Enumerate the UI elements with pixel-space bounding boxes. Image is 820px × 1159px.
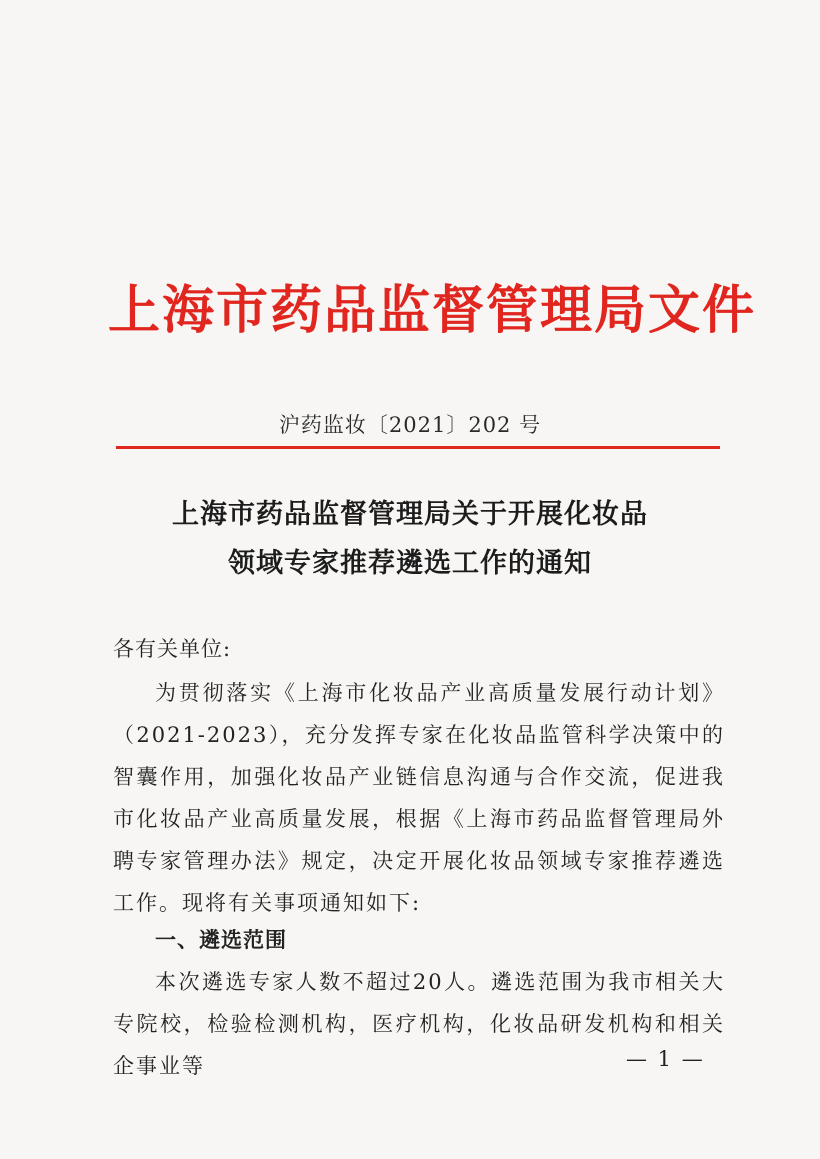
notice-title-line-1: 上海市药品监督管理局关于开展化妆品 bbox=[172, 499, 648, 530]
salutation: 各有关单位: bbox=[113, 637, 232, 661]
masthead-title: 上海市药品监督管理局文件 bbox=[108, 280, 757, 341]
body-paragraph-1: 为贯彻落实《上海市化妆品产业高质量发展行动计划》（2021-2023），充分发挥专家在化妆品监管科学决策中的智囊作用，加强化妆品产业链信息沟通与合作交流，促进我市化妆品产业高质量发展，根据《上海市药品监督管理局外聘专家管理办法》规定，决定开展化妆品领域专家推荐遴选工作。现将有关事项通知如下: bbox=[113, 681, 725, 915]
body-paragraph-2: 本次遴选专家人数不超过20人。遴选范围为我市相关大专院校，检验检测机构，医疗机构，化妆品研发机构和相关企事业等 bbox=[113, 970, 725, 1078]
section-heading-1: 一、遴选范围 bbox=[155, 928, 287, 952]
notice-title-line-2: 领域专家推荐遴选工作的通知 bbox=[228, 548, 592, 579]
red-divider-line bbox=[116, 446, 720, 449]
document-number: 沪药监妆〔2021〕202 号 bbox=[278, 413, 542, 437]
page-number: — 1 — bbox=[626, 1047, 705, 1071]
